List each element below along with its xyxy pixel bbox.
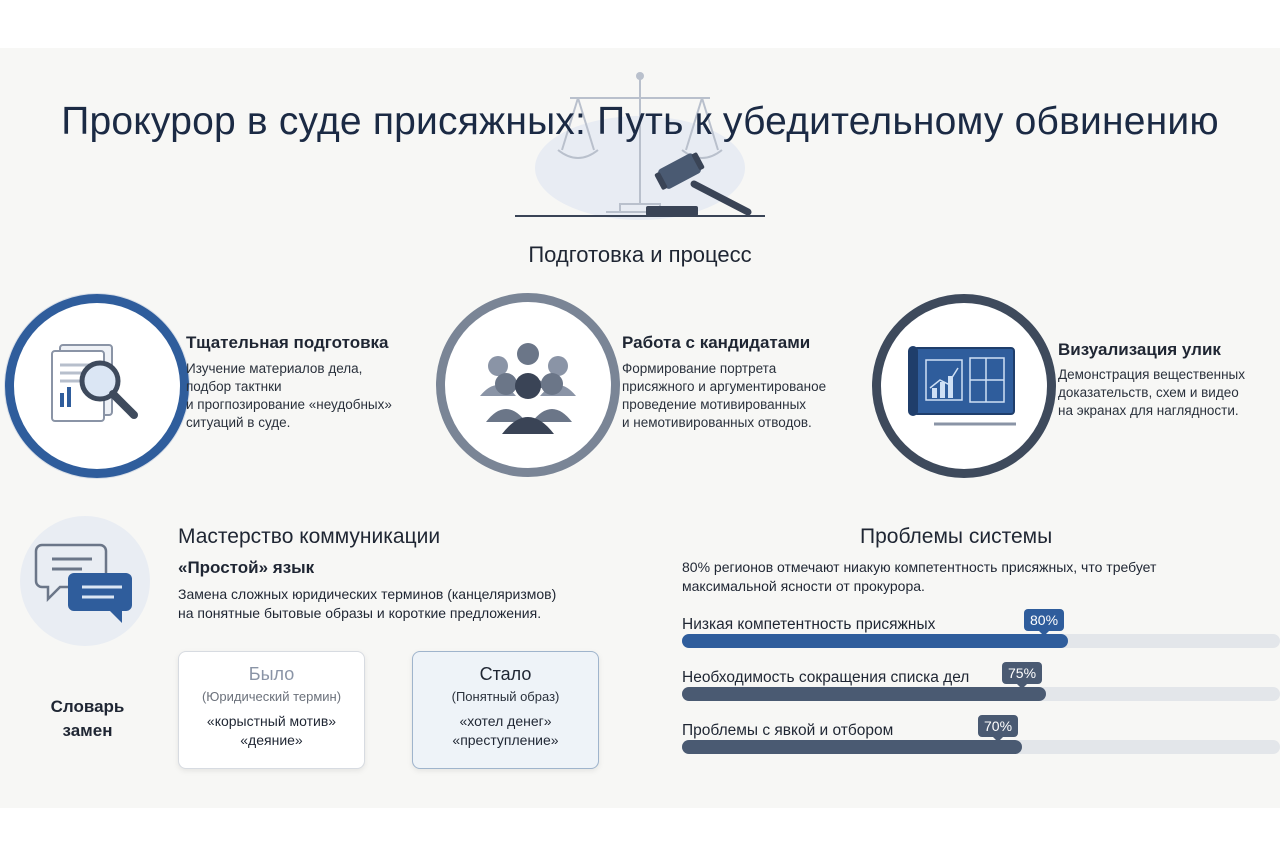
step-preparation-text: Изучение материалов дела, подбор тактнки и прогпозирование «неудобных» ситуаций в суде. (186, 361, 392, 430)
people-group-icon (468, 330, 588, 440)
candidates-circle (436, 293, 620, 477)
badge-pointer (1017, 684, 1027, 689)
step-preparation-title: Тщательная подготовка (186, 333, 389, 352)
bar-label: Низкая компетентность присяжных (682, 616, 936, 633)
bar (682, 634, 1068, 648)
evidence-circle (872, 294, 1056, 478)
bar-value-badge: 70% (978, 715, 1018, 737)
bar-track (682, 634, 1280, 648)
process-heading: Подготовка и процесс (528, 242, 752, 267)
bar-value-badge: 75% (1002, 662, 1042, 684)
bar-value-badge: 80% (1024, 609, 1064, 631)
badge-pointer (993, 737, 1003, 742)
plain-language-subheading: «Простой» язык (178, 558, 315, 577)
dictionary-label: Словарь замен (50, 697, 125, 740)
plain-language-text: Замена сложных юридических терминов (канцеляризмов) на понятные бытовые образы и короткие предложения. (178, 586, 557, 621)
communication-circle (20, 516, 150, 646)
bar (682, 687, 1046, 701)
blueprint-chart-icon (904, 336, 1024, 436)
page-title: Прокурор в суде присяжных: Путь к убедительному обвинению (61, 100, 1219, 143)
bar (682, 740, 1022, 754)
now-values: «хотел денег» «преступление» (452, 713, 559, 748)
bar-label: Необходимость сокращения списка дел (682, 669, 970, 686)
chat-bubbles-icon (30, 531, 140, 631)
problems-text: 80% регионов отмечают ниакую компетентность присяжных, что требует максимальной ясности от прокурора. (682, 559, 1157, 594)
document-magnifier-icon (42, 331, 152, 441)
was-card (178, 651, 365, 769)
step-evidence-title: Визуализация улик (1058, 340, 1221, 359)
was-subtitle: (Юридический термин) (201, 689, 342, 704)
step-candidates-text: Формирование портрета присяжного и аргументированое проведение мотивированных и немотивированных отводов. (622, 361, 827, 430)
now-title: Стало (479, 664, 532, 684)
step-evidence-text: Демонстрация вещественных доказательств, схем и видео на экранах для наглядности. (1058, 367, 1245, 418)
now-card (412, 651, 599, 769)
bar-label: Проблемы с явкой и отбором (682, 722, 894, 739)
bar-track (682, 687, 1280, 701)
problems-bar-chart (682, 606, 1280, 766)
bar-track (682, 740, 1280, 754)
problems-heading: Проблемы системы (860, 525, 1053, 548)
preparation-circle (5, 294, 189, 478)
badge-pointer (1039, 631, 1049, 636)
was-values: «корыстный мотив» «деяние» (206, 713, 337, 748)
now-subtitle: (Понятный образ) (451, 689, 560, 704)
was-title: Было (248, 664, 295, 684)
step-candidates-title: Работа с кандидатами (622, 333, 811, 352)
scales-gavel-illustration (510, 68, 770, 220)
communication-heading: Мастерство коммуникации (178, 525, 441, 548)
